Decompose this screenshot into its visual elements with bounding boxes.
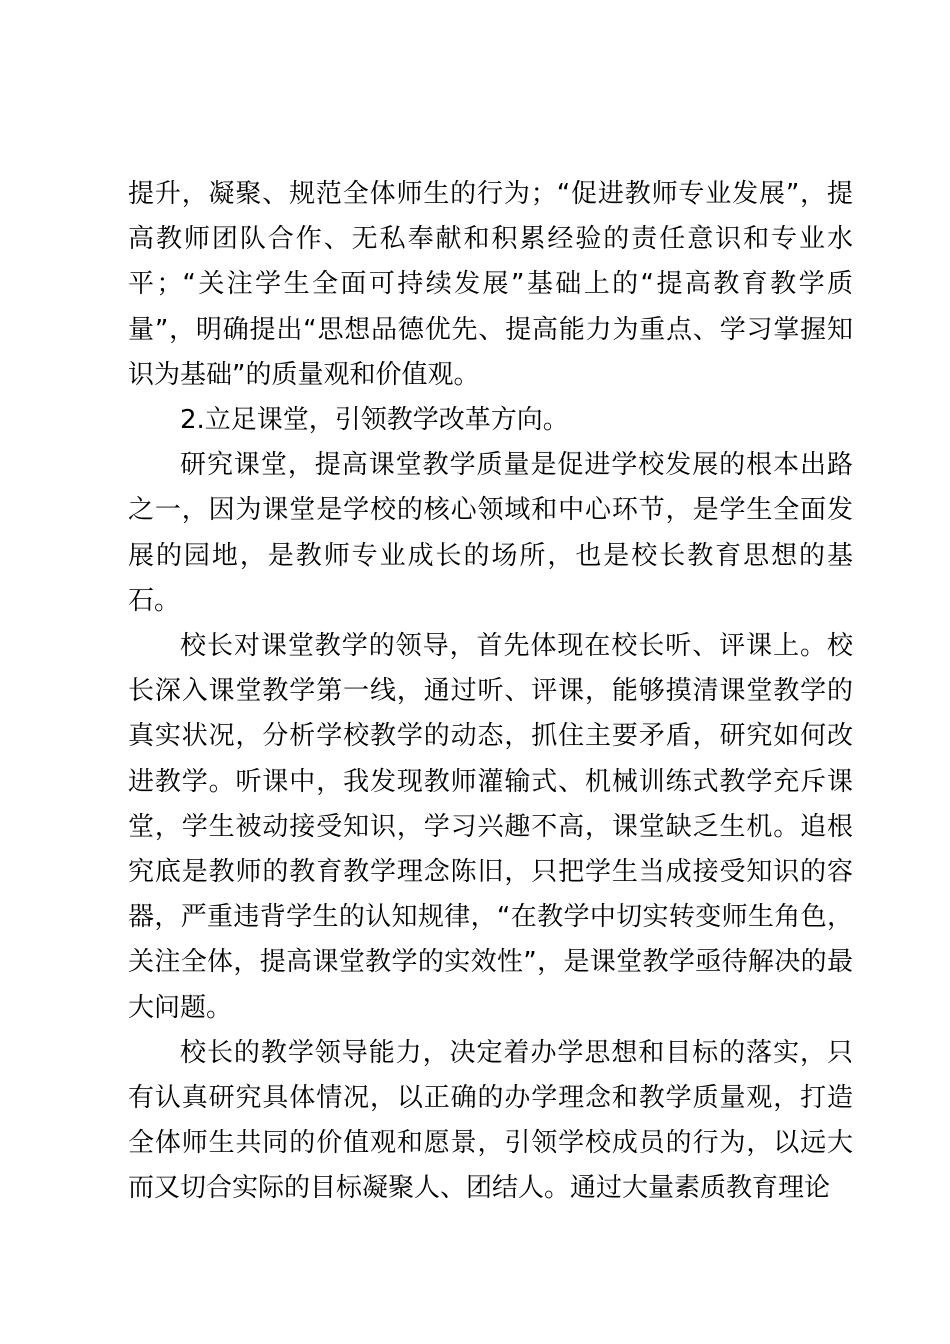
paragraph-continued: 提升，凝聚、规范全体师生的行为；“促进教师专业发展”，提高教师团队合作、无私奉献和积累经验的责任意识和专业水平；“关注学生全面可持续发展”基础上的“提高教育教学质量”，明确提出“思想品德优先、提高能力为重点、学习掌握知识为基础”的质量观和价值观。 bbox=[128, 179, 853, 390]
section-heading: 2.立足课堂，引领教学改革方向。 bbox=[180, 405, 569, 436]
body-text bbox=[128, 172, 853, 1212]
paragraph: 校长的教学领导能力，决定着办学思想和目标的落实，只有认真研究具体情况，以正确的办学理念和教学质量观，打造全体师生共同的价值观和愿景，引领学校成员的行为，以远大而又切合实际的目标凝聚人、团结人。通过大量素质教育理论 bbox=[128, 1037, 853, 1204]
paragraph: 研究课堂，提高课堂教学质量是促进学校发展的根本出路之一，因为课堂是学校的核心领域和中心环节，是学生全面发展的园地，是教师专业成长的场所，也是校长教育思想的基石。 bbox=[128, 450, 853, 616]
paragraph: 校长对课堂教学的领导，首先体现在校长听、评课上。校长深入课堂教学第一线，通过听、评课，能够摸清课堂教学的真实状况，分析学校教学的动态，抓住主要矛盾，研究如何改进教学。听课中，我发现教师灌输式、机械训练式教学充斥课堂，学生被动接受知识，学习兴趣不高，课堂缺乏生机。追根究底是教师的教育教学理念陈旧，只把学生当成接受知识的容器，严重违背学生的认知规律，“在教学中切实转变师生角色，关注全体，提高课堂教学的实效性”，是课堂教学亟待解决的最大问题。 bbox=[128, 631, 853, 1023]
